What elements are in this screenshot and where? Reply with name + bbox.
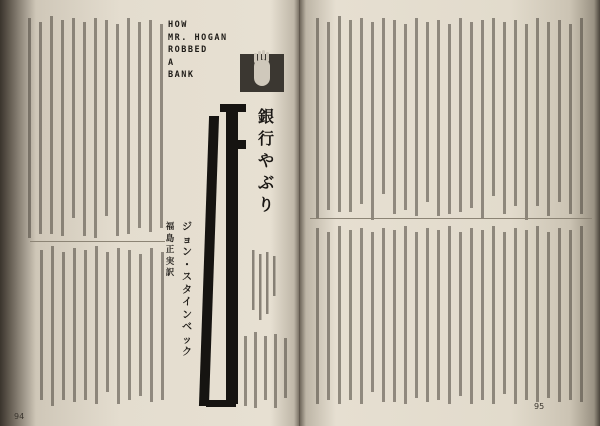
translator-char: 島	[165, 233, 175, 244]
page-number: 95	[534, 402, 545, 411]
author-char: タ	[182, 284, 192, 296]
title-char: 銀	[257, 107, 274, 126]
author-name	[180, 222, 194, 360]
page-number: 94	[14, 412, 25, 421]
finger-shape	[254, 53, 257, 63]
hand-photo	[240, 54, 284, 92]
left-page	[0, 0, 298, 426]
author-char: ン	[182, 309, 192, 321]
body-text-block-upper	[0, 0, 168, 426]
text-columns-right	[302, 0, 600, 426]
translator-char: 福	[165, 222, 175, 232]
text-columns-lower-right	[240, 330, 296, 414]
translator-name	[164, 222, 176, 280]
author-char: イ	[182, 297, 192, 308]
column-divider	[30, 241, 165, 242]
text-columns-upper	[0, 0, 168, 426]
author-char: ン	[182, 247, 192, 258]
english-title-line: BANK	[168, 70, 195, 80]
author-char: ッ	[182, 334, 192, 346]
title-char: 行	[257, 129, 274, 148]
english-title-line: HOW	[168, 20, 188, 30]
translator-char: 実	[165, 256, 175, 267]
author-char: ジ	[182, 222, 192, 233]
translator-char: 訳	[165, 268, 175, 278]
title-graphic-bar	[220, 104, 246, 112]
title-graphic-bar	[232, 140, 246, 149]
finger-shape	[262, 50, 265, 60]
title-graphic-bar	[206, 400, 236, 407]
title-char: り	[257, 195, 274, 214]
title-graphic-bar	[199, 116, 219, 406]
author-char: ョ	[182, 234, 192, 246]
author-char: ・	[182, 259, 192, 271]
finger-shape	[258, 51, 261, 61]
title-char: ぶ	[257, 173, 274, 192]
intro-note	[250, 250, 290, 330]
book-gutter	[299, 0, 300, 426]
title-char: や	[257, 151, 274, 170]
author-char: ク	[182, 347, 192, 358]
translator-char: 正	[165, 245, 175, 255]
english-title-line: A	[168, 57, 175, 68]
finger-shape	[266, 52, 269, 62]
right-page	[302, 0, 600, 426]
title-graphic-bar	[226, 104, 238, 404]
english-title-line: MR. HOGAN	[168, 32, 228, 43]
hand-shape	[254, 60, 270, 86]
english-title-line: ROBBED	[168, 45, 208, 55]
author-char: ス	[182, 272, 192, 283]
author-char: ベ	[182, 322, 192, 333]
english-title	[168, 18, 228, 81]
japanese-title	[257, 106, 275, 216]
